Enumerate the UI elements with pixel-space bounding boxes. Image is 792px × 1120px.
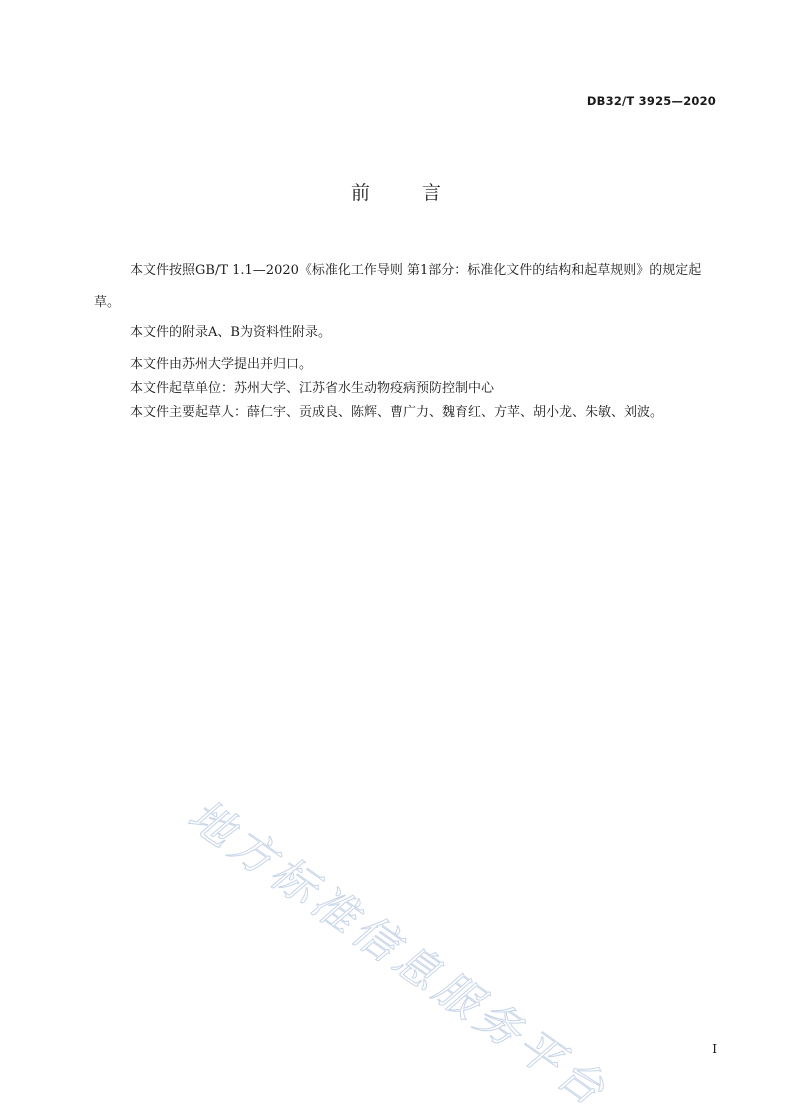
- watermark-text: 地方标准信息服务平台: [178, 789, 618, 1119]
- document-code: DB32/T 3925—2020: [586, 94, 716, 108]
- paragraph-appendix: 本文件的附录A、B为资料性附录。: [130, 325, 331, 340]
- page-number: I: [712, 1042, 717, 1056]
- paragraph-drafters: 本文件主要起草人：薛仁宇、贡成良、陈辉、曹广力、魏育红、方苹、胡小龙、朱敏、刘波。: [130, 405, 664, 420]
- paragraph-drafting-rules: 本文件按照GB/T 1.1—2020《标准化工作导则 第1部分：标准化文件的结构和起草规则》的规定起草。: [94, 263, 702, 310]
- paragraph-drafting-units: 本文件起草单位：苏州大学、江苏省水生动物疫病预防控制中心: [130, 381, 495, 396]
- paragraph-proposer: 本文件由苏州大学提出并归口。: [130, 357, 313, 372]
- preface-body: [94, 255, 720, 425]
- page-title: 前言: [350, 182, 493, 204]
